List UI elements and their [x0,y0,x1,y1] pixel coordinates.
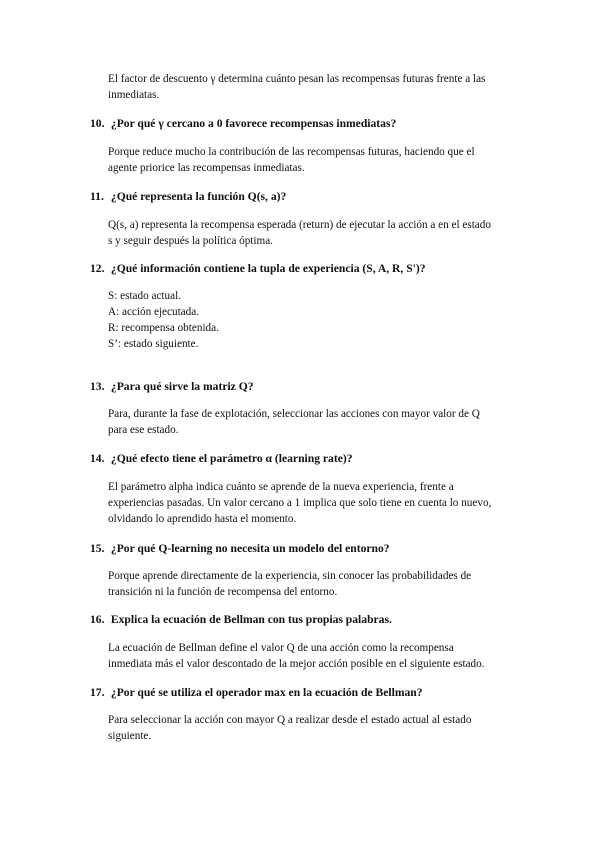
question-number: 15. [90,542,105,555]
question-text: ¿Por qué γ cercano a 0 favorece recompensas inmediatas? [110,117,397,130]
list-item: S: estado actual. [108,290,182,302]
question-heading [90,685,530,701]
text-line: experiencias pasadas. Un valor cercano a 1 implica que solo tiene en cuenta lo nuevo, [108,497,492,509]
text-line: Porque aprende directamente de la experiencia, sin conocer las probabilidades de [108,570,472,582]
text-line: inmediata más el valor descontado de la mejor acción posible en el siguiente estado. [108,658,485,670]
intro-paragraph [108,71,528,103]
text-line: Porque reduce mucho la contribución de las recompensas futuras, haciendo que el [108,146,475,158]
text-line: Para seleccionar la acción con mayor Q a realizar desde el estado actual al estado [108,714,472,726]
question-text: ¿Qué efecto tiene el parámetro α (learning rate)? [110,452,353,465]
list-item: R: recompensa obtenida. [108,322,219,334]
question-heading [90,189,530,205]
question-heading [90,116,530,132]
question-number: 12. [90,262,105,275]
text-line: olvidando lo aprendido hasta el momento. [108,513,297,525]
text-line: transición ni la función de recompensa del entorno. [108,586,338,598]
question-number: 17. [90,686,105,699]
text-line: para ese estado. [108,424,179,436]
question-heading [90,261,530,277]
question-number: 16. [90,613,105,626]
text-line: La ecuación de Bellman define el valor Q de una acción como la recompensa [108,642,454,654]
text-line: inmediatas. [108,89,160,101]
question-heading [90,379,530,395]
question-text: ¿Para qué sirve la matriz Q? [110,380,254,393]
answer-paragraph [108,712,528,744]
answer-paragraph [108,640,528,672]
answer-paragraph [108,406,528,438]
question-heading [90,541,530,557]
answer-paragraph [108,217,528,249]
text-line: Q(s, a) representa la recompensa esperada (return) de ejecutar la acción a en el estado [108,219,491,231]
question-number: 10. [90,117,105,130]
answer-list [108,288,528,352]
question-text: Explica la ecuación de Bellman con tus propias palabras. [110,613,392,626]
question-number: 14. [90,452,105,465]
question-text: ¿Por qué Q-learning no necesita un modelo del entorno? [110,542,390,555]
question-heading [90,451,530,467]
question-text: ¿Qué representa la función Q(s, a)? [110,190,287,203]
answer-paragraph [108,479,528,527]
question-text: ¿Por qué se utiliza el operador max en la ecuación de Bellman? [110,686,423,699]
list-item: A: acción ejecutada. [108,306,200,318]
text-line: siguiente. [108,730,152,742]
text-line: Para, durante la fase de explotación, seleccionar las acciones con mayor valor de Q [108,408,480,420]
question-number: 11. [90,190,104,203]
question-text: ¿Qué información contiene la tupla de experiencia (S, A, R, S')? [110,262,426,275]
text-line: s y seguir después la política óptima. [108,235,273,247]
text-line: El factor de descuento γ determina cuánto pesan las recompensas futuras frente a las [108,73,486,85]
text-line: agente priorice las recompensas inmediatas. [108,162,305,174]
question-heading [90,612,530,628]
text-line: El parámetro alpha indica cuánto se aprende de la nueva experiencia, frente a [108,481,454,493]
answer-paragraph [108,568,528,600]
question-number: 13. [90,380,105,393]
list-item: S’: estado siguiente. [108,338,199,350]
answer-paragraph [108,144,528,176]
